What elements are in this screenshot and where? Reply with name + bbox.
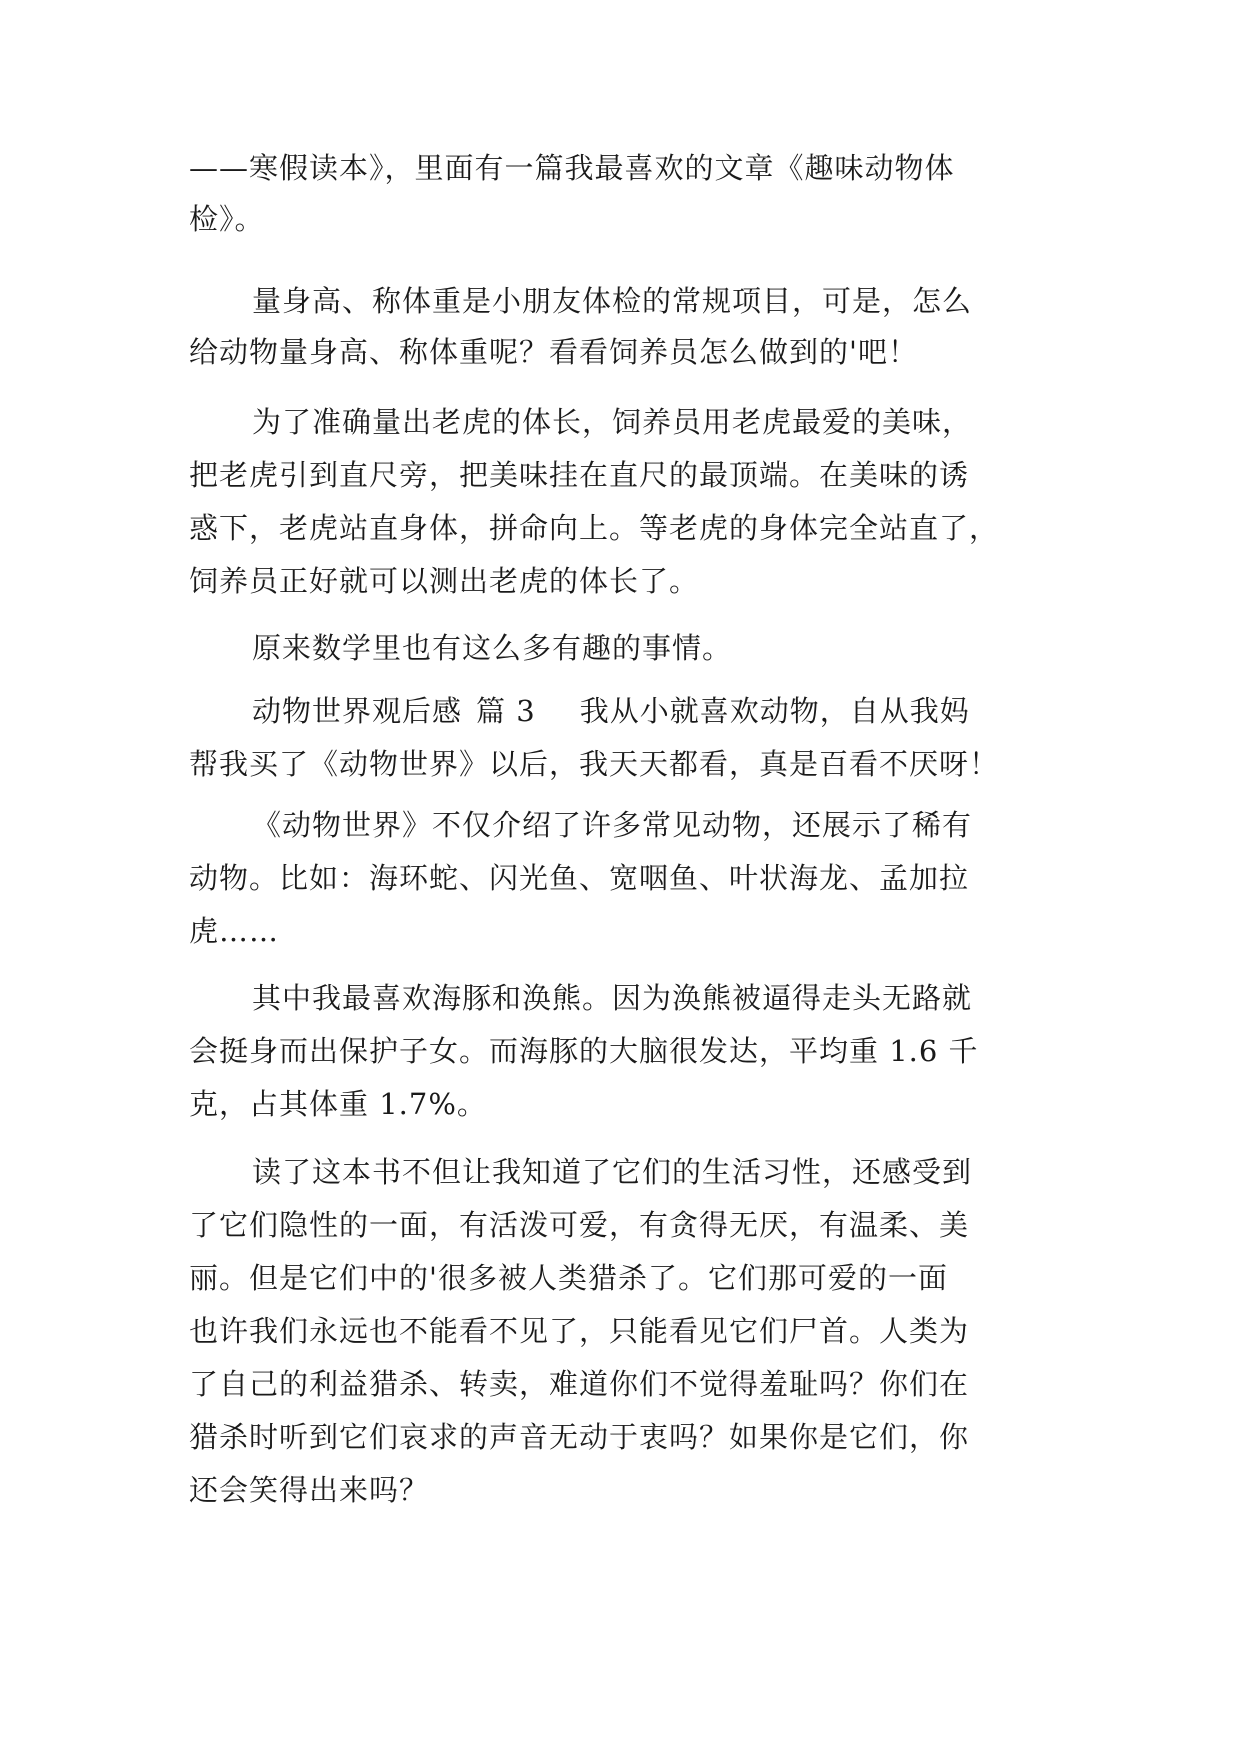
- text-line: 会挺身而出保护子女。而海豚的大脑很发达，平均重 1.6 千: [189, 1034, 979, 1068]
- section-number: 篇 3: [476, 694, 536, 728]
- text-line: 帮我买了《动物世界》以后，我天天都看，真是百看不厌呀！: [189, 747, 1000, 781]
- text-line: 检》。: [189, 202, 265, 236]
- text-line: 虎……: [189, 914, 280, 948]
- text-line: 《动物世界》不仅介绍了许多常见动物，还展示了稀有: [252, 808, 973, 842]
- text-line: 把老虎引到直尺旁，把美味挂在直尺的最顶端。在美味的诱: [189, 458, 970, 492]
- text-line: ——寒假读本》，里面有一篇我最喜欢的文章《趣味动物体: [189, 151, 955, 185]
- text-line: 原来数学里也有这么多有趣的事情。: [252, 631, 733, 665]
- text-line: 克，占其体重 1.7%。: [189, 1087, 487, 1121]
- text-line: 量身高、称体重是小朋友体检的常规项目，可是，怎么: [252, 284, 973, 318]
- text-line: 其中我最喜欢海豚和涣熊。因为涣熊被逼得走头无路就: [252, 981, 973, 1015]
- text-line: 动物。比如：海环蛇、闪光鱼、宽咽鱼、叶状海龙、孟加拉: [189, 861, 970, 895]
- text-line: 还会笑得出来吗？: [189, 1473, 430, 1507]
- text-line: 了自己的利益猎杀、转卖，难道你们不觉得羞耻吗？你们在: [189, 1367, 970, 1401]
- text-line: 为了准确量出老虎的体长，饲养员用老虎最爱的美味，: [252, 405, 973, 439]
- text-line: 饲养员正好就可以测出老虎的体长了。: [189, 564, 700, 598]
- text-line: 猎杀时听到它们哀求的声音无动于衷吗？如果你是它们，你: [189, 1420, 970, 1454]
- section-title: 动物世界观后感: [252, 694, 463, 728]
- text-line: 丽。但是它们中的'很多被人类猎杀了。它们那可爱的一面: [189, 1261, 948, 1295]
- section-heading-line: [252, 691, 970, 731]
- text-line: 给动物量身高、称体重呢？看看饲养员怎么做到的'吧！: [189, 335, 918, 369]
- text-line: 惑下，老虎站直身体，拼命向上。等老虎的身体完全站直了，: [189, 511, 1000, 545]
- paragraph-start: 我从小就喜欢动物，自从我妈: [579, 694, 970, 728]
- text-line: 了它们隐性的一面，有活泼可爱，有贪得无厌，有温柔、美: [189, 1208, 970, 1242]
- text-line: 也许我们永远也不能看不见了，只能看见它们尸首。人类为: [189, 1314, 970, 1348]
- text-line: 读了这本书不但让我知道了它们的生活习性，还感受到: [252, 1155, 973, 1189]
